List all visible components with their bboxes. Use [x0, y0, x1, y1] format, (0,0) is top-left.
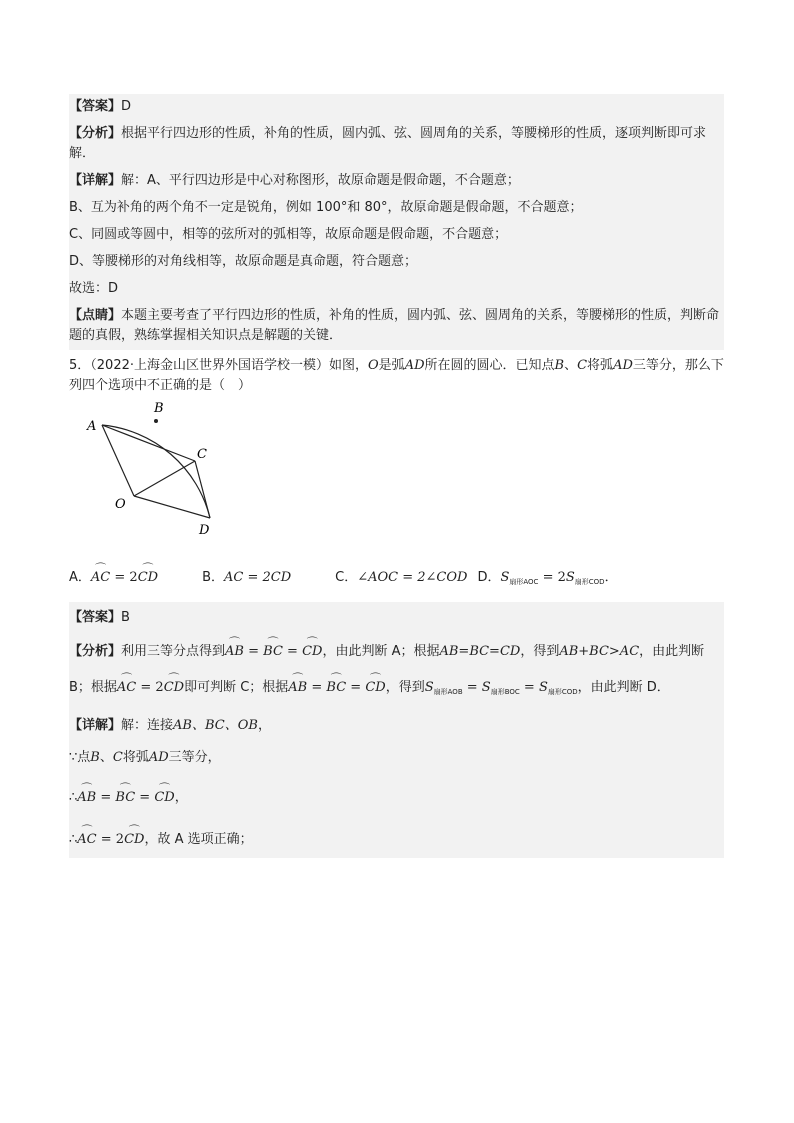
eq-1: = [243, 644, 264, 659]
therefore-1: ∴ [69, 790, 78, 805]
option-a-label: A． [69, 570, 91, 585]
therefore-2: ∴ [69, 832, 78, 847]
s-3: S [538, 680, 548, 695]
arc-bc-2: ⌒ BC [326, 678, 346, 698]
label-d: D [199, 523, 210, 538]
detail-line-d: D、等腰梯形的对角线相等，故原命题是真命题，符合题意； [69, 254, 418, 269]
arc-ac-2: ⌒ AC [117, 678, 136, 698]
option-c[interactable] [335, 568, 467, 592]
solution-block-2 [69, 602, 724, 858]
label-b: B [154, 401, 164, 416]
detail-line-b: B、互为补角的两个角不一定是锐角，例如 100°和 80°，故原命题是假命题，不合题意； [69, 200, 583, 215]
an-text-2: ，由此判断 A；根据 [322, 644, 440, 659]
solution-block-1 [69, 94, 724, 350]
q-text-1: 是弧 [378, 358, 405, 373]
because-text: ∵点 [69, 750, 91, 765]
sep-2: 、 [99, 750, 113, 765]
comment-text: 本题主要考查了平行四边形的性质，补角的性质，圆内弧、弦、圆周角的关系，等腰梯形的性质，判断命题的真假，熟练掌握相关知识点是解题的关键． [69, 308, 720, 343]
var-ad-2: AD [613, 358, 633, 373]
answer-line [69, 94, 724, 121]
answer-value-2: B [121, 610, 130, 625]
analysis-text: 根据平行四边形的性质，补角的性质，圆内弧、弦、圆周角的关系，等腰梯形的性质，逐项判断即可求解． [69, 126, 707, 161]
eq-5: = [462, 680, 482, 695]
eq-8: = [135, 790, 155, 805]
eq-2: = [282, 644, 303, 659]
option-a-eq: = 2 [110, 570, 138, 585]
option-b-expr: AC = 2CD [223, 570, 292, 585]
option-a[interactable] [69, 568, 158, 592]
arc-cd-3: ⌒ CD [164, 678, 184, 698]
arc-cd-2: ⌒ CD [302, 642, 322, 662]
eq-two: = 2 [136, 680, 164, 695]
q-text-2: 所在圆的圆心．已知点 [424, 358, 555, 373]
conclusion-a: ，故 A 选项正确； [144, 832, 253, 847]
chord-eq: AB=BC=CD [439, 644, 521, 659]
therefore-line-2 [69, 816, 724, 858]
an-text-7: ，得到 [385, 680, 425, 695]
option-c-label: C． [335, 570, 358, 585]
detail-line [69, 168, 724, 195]
an-text-6: 即可判断 C；根据 [184, 680, 289, 695]
option-c-expr: ∠AOC = 2∠COD [357, 570, 468, 585]
analysis-line-2 [69, 634, 724, 668]
label-o: O [115, 497, 126, 512]
arc-cd: ⌒ CD [138, 568, 158, 588]
option-d-sub2: 扇形COD [574, 578, 605, 586]
var-o: O [368, 358, 379, 373]
an-text-5: B；根据 [69, 680, 117, 695]
segment-oc [134, 461, 195, 496]
segment-od [134, 496, 210, 518]
arc-cd-5: ⌒ CD [154, 788, 174, 808]
option-d[interactable] [477, 568, 617, 592]
option-b-label: B． [202, 570, 224, 585]
arc-cd-6: ⌒ CD [124, 830, 144, 850]
point-b-dot [154, 419, 158, 423]
detail-text: 解：A、平行四边形是中心对称图形，故原命题是假命题，不合题意； [121, 173, 520, 188]
sub-boc: 扇形BOC [490, 688, 520, 696]
because-line [69, 742, 724, 774]
an-text-3: ，得到 [520, 644, 560, 659]
arc-cd-4: ⌒ CD [365, 678, 385, 698]
an-text-8: ，由此判断 D． [577, 680, 670, 695]
analysis-line [69, 121, 724, 168]
label-c: C [197, 447, 207, 462]
options-row [69, 560, 724, 602]
detail-vars: AB、BC、OB [173, 718, 258, 733]
because-text-2: 将弧 [122, 750, 149, 765]
option-d-s2: S [565, 570, 575, 585]
option-b[interactable] [202, 568, 291, 592]
analysis-tag: 【分析】 [69, 126, 122, 141]
eq-4: = [346, 680, 366, 695]
geometry-figure [69, 400, 724, 560]
label-a: A [87, 419, 97, 434]
var-ad: AD [404, 358, 425, 373]
option-d-end: ． [604, 570, 618, 585]
eq-two-2: = 2 [96, 832, 125, 847]
question-source: （2022·上海金山区世界外国语学校一模）如图， [90, 358, 368, 373]
option-d-s1: S [500, 570, 510, 585]
question-text [69, 350, 724, 400]
detail-tag: 【详解】 [69, 173, 122, 188]
analysis-tag-2: 【分析】 [69, 644, 122, 659]
question-number: 5． [69, 358, 91, 373]
option-d-sub1: 扇形AOC [509, 578, 539, 586]
eq-7: = [96, 790, 116, 805]
eq-6: = [519, 680, 539, 695]
option-d-eq: = 2 [538, 570, 566, 585]
eq-3: = [307, 680, 327, 695]
segment-cd [195, 461, 210, 518]
q-text-4: 三等分，那么下列四个选项中不正确的是（ ） [69, 358, 724, 393]
var-c: C [577, 358, 588, 373]
var-ad-3: AD [148, 750, 169, 765]
answer-tag-2: 【答案】 [69, 610, 122, 625]
answer-tag: 【答案】 [69, 99, 122, 114]
arc-ab-3: ⌒ AB [77, 788, 96, 808]
arc-ab-2: ⌒ AB [288, 678, 307, 698]
arc-bc: ⌒ BC [263, 642, 283, 662]
s-1: S [424, 680, 434, 695]
detail-line-2 [69, 708, 724, 742]
because-text-3: 三等分， [168, 750, 221, 765]
detail-tag-2: 【详解】 [69, 718, 122, 733]
option-d-label: D． [477, 570, 501, 585]
therefore-line-1 [69, 774, 724, 816]
answer-value: D [121, 99, 132, 114]
detail-text-2: 解：连接 [121, 718, 174, 733]
detail-end: ， [257, 718, 271, 733]
var-b-2: B [90, 750, 100, 765]
comment-line [69, 303, 724, 350]
arc-ac-3: ⌒ AC [77, 830, 96, 850]
chord-ineq: AB+BC>AC [559, 644, 640, 659]
arc-bc-3: ⌒ BC [115, 788, 135, 808]
var-b: B [554, 358, 565, 373]
arc-ab: ⌒ AB [225, 642, 244, 662]
q-sep: 、 [564, 358, 578, 373]
sub-cod: 扇形COD [547, 688, 578, 696]
comma-1: ， [174, 790, 188, 805]
sub-aob: 扇形AOB [433, 688, 463, 696]
q-text-3: 将弧 [587, 358, 614, 373]
analysis-line-2b [69, 668, 724, 708]
page-content [69, 94, 724, 858]
arc-ac: ⌒ AC [91, 568, 110, 588]
an-text-1: 利用三等分点得到 [121, 644, 226, 659]
answer-line-2 [69, 602, 724, 634]
sector-diagram [79, 400, 259, 560]
choose-line: 故选：D [69, 281, 119, 296]
an-text-4: ，由此判断 [639, 644, 705, 659]
comment-tag: 【点睛】 [69, 308, 122, 323]
var-c-2: C [112, 750, 123, 765]
detail-line-c: C、同圆或等圆中，相等的弦所对的弧相等，故原命题是假命题，不合题意； [69, 227, 508, 242]
s-2: S [481, 680, 491, 695]
